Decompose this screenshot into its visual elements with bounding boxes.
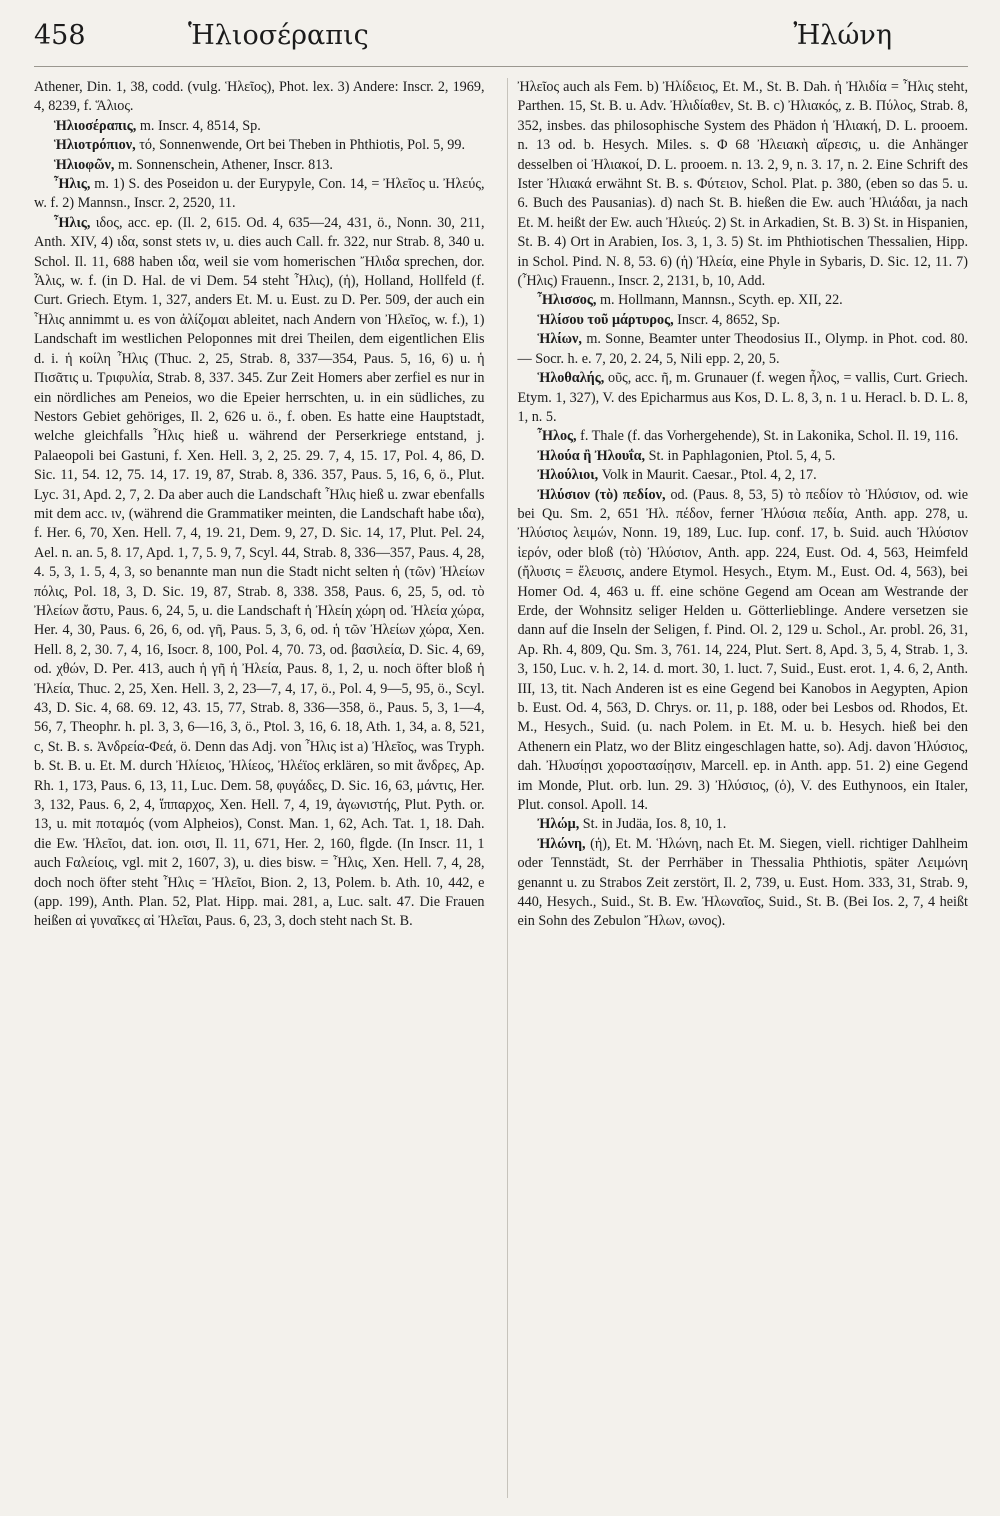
entry-text: m. 1) S. des Poseidon u. der Eurypyle, Con. 14, = Ἠλεῖος u. Ἠλεύς, w. f. 2) Mannsn., Inscr. 2, 2520, 11. [34,176,485,212]
entry-lemma: Ἦλις, [53,214,91,231]
left-column [34,78,485,1498]
dictionary-entry [34,78,485,117]
entry-text: m. Inscr. 4, 8514, Sp. [139,117,261,134]
entry-text: St. in Paphlagonien, Ptol. 5, 4, 5. [648,447,836,464]
dictionary-entry [34,214,485,932]
entry-text: m. Hollmann, Mannsn., Scyth. ep. XII, 22. [599,292,843,309]
dictionary-entry [34,156,485,175]
dictionary-entry [34,117,485,136]
header-rule [34,66,968,67]
entry-lemma: Ἦλις, [53,176,91,193]
dictionary-entry [518,369,969,427]
entry-lemma: Ἦλος, [537,428,577,445]
dictionary-entry [518,78,969,291]
left-running-headword: Ἡλιοσέραπις [188,20,369,51]
right-running-headword: Ἠλώνη [793,20,892,51]
entry-text: m. Sonnenschein, Athener, Inscr. 813. [117,156,333,173]
text-columns [34,78,968,1498]
entry-text: οῦς, acc. ῆ, m. Grunauer (f. wegen ἦλος, = vallis, Curt. Griech. Etym. 1, 327), V. des Epicharmus aus Kos, D. L. 8, 3, n. 1 u. Heracl. b. D. L. 8, 1, n. 5. [517,370,968,425]
dictionary-entry [518,815,969,834]
entry-text: f. Thale (f. das Vorhergehende), St. in Lakonika, Schol. Il. 19, 116. [580,428,959,445]
dictionary-entry [518,330,969,369]
dictionary-entry [518,447,969,466]
dictionary-entry [518,835,969,932]
entry-lemma: Ἠλύσιον (τὸ) πεδίον, [537,486,666,503]
entry-text: Athener, Din. 1, 38, codd. (vulg. Ἡλεῖος), Phot. lex. 3) Andere: Inscr. 2, 1969, 4, 8239, f. Ἅλιος. [34,79,485,115]
entry-text: St. in Judäa, Ios. 8, 10, 1. [582,816,727,833]
dictionary-entry [518,486,969,816]
dictionary-entry [34,136,485,155]
entry-lemma: Ἦλισσος, [537,292,597,309]
page-header [0,0,1000,70]
page-number: 458 [34,20,86,51]
entry-lemma: Ἠλούλιοι, [537,467,599,484]
entry-text: (ἡ), Et. M. Ἡλώνη, nach Et. M. Siegen, viell. richtiger Dahlheim oder Tennstädt, St. der Perrhäber in Thessalia Phthiotis, später Λειμώνη genannt u. zu Strabos Zeit zerstört, Il. 2, 739, u. Eust. Hom. 333, 31, Strab. 9, 440, Hesych., Suid., St. B. Ew. Ἠλωναῖος, Suid., St. B. (Bei Ios. 2, 7, 4 heißt ein Sohn des Zebulon Ἤλων, ωνος). [517,835,968,930]
dictionary-entry [518,427,969,446]
entry-lemma: Ἡλιοφῶν, [53,156,115,173]
entry-lemma: Ἠλώνη, [537,835,586,852]
entry-lemma: Ἡλοθαλής, [537,370,605,387]
entry-text: Inscr. 4, 8652, Sp. [677,311,781,328]
entry-lemma: Ἡλίσου τοῦ μάρτυρος, [537,311,674,328]
dictionary-entry [518,466,969,485]
right-column [507,78,969,1498]
entry-text: Volk in Maurit. Caesar., Ptol. 4, 2, 17. [601,467,817,484]
entry-text: m. Sonne, Beamter unter Theodosius II., Olymp. in Phot. cod. 80. — Socr. h. e. 7, 20, 2. 24, 5, Nili epp. 2, 20, 5. [517,331,968,367]
entry-lemma: Ἡλίων, [537,331,582,348]
entry-text: od. (Paus. 8, 53, 5) τὸ πεδίον τὸ Ἠλύσιον, od. wie bei Qu. Sm. 2, 651 Ἠλ. πέδον, ferner Ἠλύσια πεδία, Anth. app. 278, u. Ἠλύσιος λειμών, Nonn. 19, 189, Luc. Iup. conf. 17, b. Suid. auch Ἠλύσιον ἱερόν, oder bloß (τὸ) Ἠλύσιον, Anth. app. 224, Eust. Od. 4, 563, Heimfeld (ἤλυσις = ἔλευσις, andere Etymol. Hesych., Etym. M., Eust. Od. 4, 563), bei Homer Od. 4, 463 u. ff. eine schöne Gegend am Ocean am Westrande der Erde, der Wohnsitz seliger Helden u. Götterlieblinge. Andere versetzen sie dann auf die Inseln der Seligen, f. Pind. Ol. 2, 129 u. Schol., Ar. probl. 26, 31, Ap. Rh. 4, 809, Qu. Sm. 3, 761. 14, 224, Plut. Sert. 8, Apd. 3, 5, 4, Strab. 1, 3. 3, 150, Luc. v. h. 2, 14. d. mort. 30, 1. luct. 7, Suid., Eust. erot. 1, 4. 6, 2, Anth. III, 13, tit. Nach Anderen ist es eine Gegend bei Kanobos in Aegypten, Apion b. Eust. Od. 4, 563, D. Chrys. or. 11, p. 188, oder bei Lesbos od. Rhodos, Et. M., Hesych., Suid. (u. nach Polem. in Et. M. u. b. Hesych. hieß bei den Athenern ein Platz, wo der Blitz eingeschlagen hatte, so). Adj. davon Ἠλύσιος, dah. Ἠλυσίῃσι χοροστασίῃσιν, Marcell. ep. in Anth. app. 51. 2) eine Gegend im Monde, Plut. orb. lun. 29. 3) Ἠλύσιος, (ὁ), V. des Euthynoos, ein Italer, Plut. consol. Apoll. 14. [517,486,968,814]
dictionary-entry [518,311,969,330]
entry-lemma: Ἡλιοσέραπις, [53,117,137,134]
entry-lemma: Ἡλιοτρόπιον, [53,137,136,154]
entry-lemma: Ἠλούα ἢ Ἠλουΐα, [537,447,646,464]
entry-text: ιδος, acc. ep. (Il. 2, 615. Od. 4, 635—24, 431, ö., Nonn. 30, 211, Anth. XIV, 4) ιδα, sonst stets ιν, u. dies auch Call. fr. 322, nur Strab. 8, 340 u. Schol. Il. 11, 688 haben ιδα, weil sie vom homerischen Ἤλιδα sprechen, dor. Ἆλις, w. f. (in D. Hal. de vi Dem. 54 steht Ἦλις), (ἡ), Holland, Hollfeld (f. Curt. Griech. Etym. 1, 327, anders Et. M. u. Eust. zu D. Per. 509, der auch ein Ἧλις annimmt u. es von ἀλίζομαι ableitet, nach Andern von Ἠλεῖος, w. f.), 1) Landschaft im westlichen Peloponnes mit drei Theilen, dem eigentlichen Elis d. i. ἡ κοίλη Ἦλις (Thuc. 2, 25, Strab. 8, 337—354, Paus. 5, 16, 6) u. ἡ Πισᾶτις u. Τριφυλία, Strab. 8, 337. 345. Zur Zeit Homers aber zerfiel es nur in ein nördliches am Peneios, wo die Epeier herrschten, u. in ein südliches, zu Nestors Gebiet gehöriges, Il. 2, 626 u. ö., f. oben. Es hatte eine Hauptstadt, welche gleichfalls Ἦλις hieß u. während der Perserkriege entstand, j. Palaeopoli bei Gastuni, f. Xen. Hell. 3, 2, 25. 29. 7, 4, 15. 17, Pol. 4, 86, D. Sic. 11, 54. 12, 75. 14, 17. 19, 87, Strab. 8, 336. 357, Paus. 5, 16, 6, ö., Plut. Lyc. 31, Apd. 2, 7, 2. Da aber auch die Landschaft Ἦλις hieß u. zwar ebenfalls mit dem acc. ιν, (während die Grammatiker meinten, die Landschaft habe ιδα), f. Her. 6, 70, Xen. Hell. 7, 4, 19. 21, Dem. 9, 27, D. Sic. 14, 17, Plut. Pel. 24, Ael. n. an. 5, 8. 17, Apd. 1, 7, 5. 9, 7, Scyl. 44, Strab. 8, 336—357, Paus. 4, 28, 4. 5, 3, 1. 5, 4, 3, so benannte man nun die Stadt nicht selten ἡ (τῶν) Ἠλείων πόλις, Pol. 18, 3, D. Sic. 19, 87, Strab. 8, 338. 358, Paus. 6, 25, 5, od. τὸ Ἠλείων ἄστυ, Paus. 6, 24, 5, u. die Landschaft ἡ Ἠλείη χώρη od. Ἠλεία χώρα, Her. 4, 30, Paus. 6, 26, 6, od. γῆ, Paus. 5, 3, 6, od. ἡ τῶν Ἠλείων χώρα, Xen. Hell. 8, 2, 30. 7, 4, 16, Isocr. 8, 100, Pol. 4, 70. 73, od. βασιλεία, D. Sic. 4, 69, od. χθών, D. Per. 413, auch ἡ γῆ ἡ Ἠλεία, Paus. 8, 1, 2, u. noch öfter bloß ἡ Ἠλεία, Thuc. 2, 25, Xen. Hell. 3, 2, 23—7, 4, 17, ö., Pol. 4, 9—5, 95, ö., Scyl. 43, D. Sic. 4, 68. 69. 12, 43. 15, 77, Strab. 8, 336—358, ö., Paus. 5, 3, 1—4, 56, 7, Theophr. h. pl. 3, 3, 6—16, 3, ö., Ptol. 3, 16, 6. 18, Ath. 1, 34, a. 8, 521, c, St. B. s. Ἀνδρεία-Φεά, ö. Denn das Adj. von Ἦλις ist a) Ἠλεῖος, was Tryph. b. St. B. u. Et. M. durch Ἠλίειος, Ἠλίεος, Ἠλέϊος erklären, so mit ἄνδρες, Ap. Rh. 1, 173, Paus. 6, 13, 11, Luc. Dem. 58, φυγάδες, D. Sic. 16, 63, μάντις, Her. 3, 132, Paus. 6, 2, 4, ἵππαρχος, Xen. Hell. 7, 4, 19, ἀγωνιστής, Plut. Pyth. or. 13, u. mit ποταμός (vom Alpheios), Const. Man. 1, 62, Ach. Tat. 1, 18. Dah. die Ew. Ἠλεῖοι, dat. ion. οισι, Il. 11, 671, Her. 2, 160, flgde. (In Inscr. 11, 1 auch Ϝαλείοις, vgl. mit 2, 1607, 3), u. dies bisw. = Ἦλις, Xen. Hell. 7, 4, 28, doch noch öfter steht Ἦλις = Ἠλεῖοι, Bion. 2, 13, Polem. b. Ath. 10, 442, e (app. 199), Anth. Plan. 52, Plat. Hipp. mai. 281, a, Luc. salt. 47. Die Frauen heißen αἱ γυναῖκες αἱ Ἠλεῖαι, Paus. 6, 23, 3, doch steht nach St. B. [34,214,485,930]
entry-text: Ἠλεῖος auch als Fem. b) Ἠλίδειος, Et. M., St. B. Dah. ἡ Ἠλιδία = Ἦλις steht, Parthen. 15, St. B. u. Adv. Ἠλιδίαθεν, St. B. c) Ἠλιακός, z. B. Πύλος, Strab. 8, 352, insbes. das philosophische System des Phädon ἡ Ἠλιακή, D. L. prooem. n. 13 od. b. Hesych. Miles. s. Φ 68 Ἠλειακὴ αἵρεσις, u. die Anhänger desselben οἱ Ἠλιακοί, D. L. prooem. n. 13. 2, 9, n. 3. 17, n. 2. Eine Schrift des Ister Ἠλιακά erwähnt St. B. s. Φύτειον, Schol. Plat. p. 380, (eben so das 5. u. 6. Buch des Pausanias). d) nach St. B. hießen die Ew. auch Ἠλιάδαι, ja nach Et. M. heißt der Ew. auch Ἠλιεύς. 2) St. in Arkadien, St. B. 3) St. in Hispanien, St. B. 4) Ort in Arabien, Ios. 3, 1, 3. 5) St. im Phthiotischen Thessalien, Hipp. in Schol. Pind. N. 8, 53. 6) (ἡ) Ἠλεία, eine Phyle in Sybaris, D. Sic. 12, 11. 7) (Ἦλις) Frauenn., Inscr. 2, 2131, b, 10, Add. [517,79,968,290]
dictionary-entry [518,291,969,310]
entry-text: τό, Sonnenwende, Ort bei Theben in Phthiotis, Pol. 5, 99. [139,137,466,154]
dictionary-entry [34,175,485,214]
entry-lemma: Ἠλώμ, [537,816,580,833]
